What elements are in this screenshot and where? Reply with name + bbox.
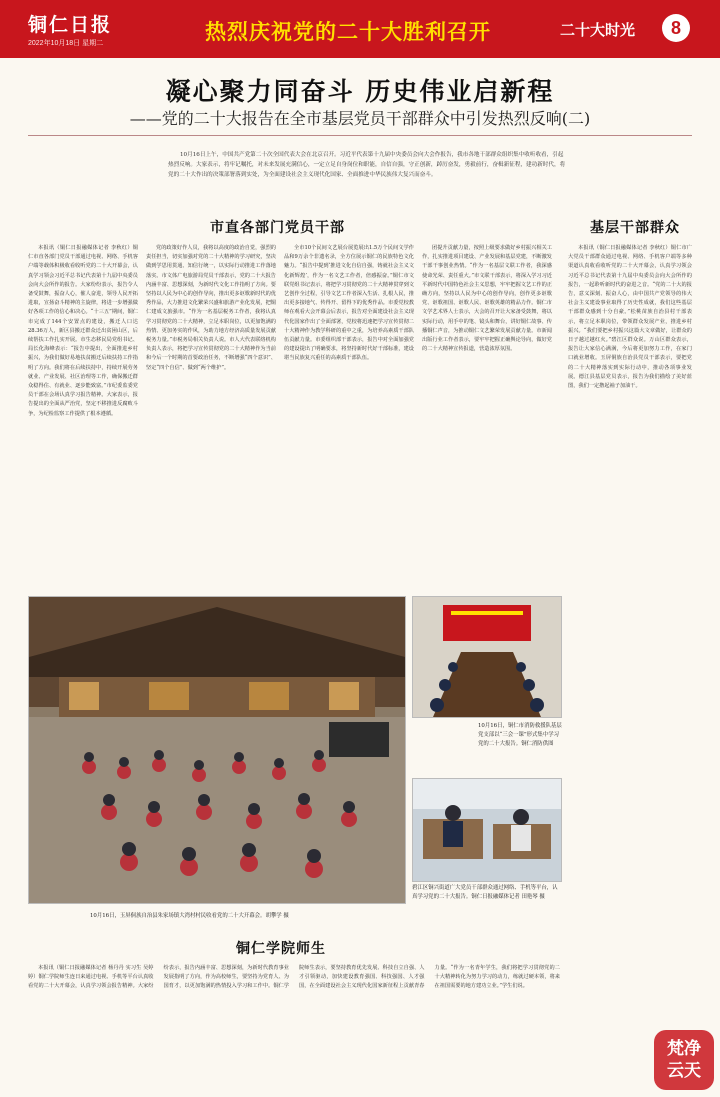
article-column-2 <box>146 244 276 584</box>
page-number-badge: 8 <box>662 14 690 42</box>
watermark-line-2: 云天 <box>667 1061 701 1081</box>
article-column-4 <box>422 244 552 584</box>
photo-caption-courtyard: 10月16日，玉屏侗族自治县朱家场镇大湾村村民收看党的二十大开幕会。胡攀学 摄 <box>90 913 289 919</box>
publication-date: 2022年10月18日 星期二 <box>28 40 104 47</box>
column-text: 全市10个民间文艺展台展览展出1.5万个民间文学作品和9万余个非遗名录，全方位展示铜仁的民族特色文化魅力。“报告中提到‘推进文化自信自强，铸就社会主义文化新辉煌’，作为一名文艺工作者，倍感振奋。”铜仁市文联党组书记表示，将把学习贯彻党的二十大精神贯穿到文艺创作全过程，引导文艺工作者深入生活、扎根人民，推出更多接地气、传得开、留得下的优秀作品。市委党校教师在观看大会开幕会后表示，报告对全面建设社会主义现代化国家作出了全面部署，党校将迅速把学习宣传贯彻二十大精神作为教学科研的重中之重，为培养高素质干部队伍贡献力量。市委组织部干部表示，报告中对全面加强党的建设提出了明确要求，将坚持新时代好干部标准，建设堪当民族复兴重任的高素质干部队伍。 <box>284 245 414 362</box>
photo-office-study <box>412 778 562 882</box>
masthead: 铜仁日报 <box>28 14 113 36</box>
column-text: 本报讯（铜仁日报融媒体记者 李秋红）铜仁市广大党员干部群众通过电视、网络、手机客户端等多种渠道认真收看收听党的二十大开幕会，认真学习领会习近平总书记代表第十九届中央委员会向大会所作的报告，一起聆听新时代的奋进之音。“党的二十大的报告，意义深刻、振奋人心，由中国共产党领导的伟大社会主义建设事业取得了历史性成就，我们这些基层干部群众感到十分自豪。”松桃苗族自治县村干部表示，将立足本职岗位，带领群众发展产业，推进乡村振兴。“我们要把乡村振兴这篇大文章做好，让群众的日子越过越红火。”碧江区群众说。万山区群众表示，报告让大家信心满满，今后将更加努力工作，在家门口就业增收。玉屏侗族自治县党员干部表示，要把党的二十大精神落实到实际行动中，推动各项事业发展。德江县基层党员表示，报告为我们描绘了美好蓝图，我们一定撸起袖子加油干。 <box>568 245 692 390</box>
article-column-3 <box>284 244 414 584</box>
article-column-6 <box>28 964 560 1092</box>
page-banner <box>0 0 720 58</box>
section-title-city-departments: 市直各部门党员干部 <box>210 220 345 236</box>
section-label: 二十大时光 <box>560 21 636 39</box>
column-text: 团提升贡献力量，按照上级要求做好乡村振兴相关工作，扎实推进项目建设、产业发展和基层党建，不断激发干部干事创业热情。“作为一名基层文联工作者，我深感使命光荣、责任重大。”市文联干部表示，将深入学习习近平新时代中国特色社会主义思想，牢牢把握文艺工作的正确方向，坚持以人民为中心的创作导向，创作更多讴歌党、讴歌祖国、讴歌人民、讴歌英雄的精品力作。铜仁市文学艺术界人士表示，大会的召开让大家备受鼓舞，将以实际行动，用手中的笔、镜头和舞台，讲好铜仁故事、传播铜仁声音，为推动铜仁文艺繁荣发展贡献力量。市新闻出版行业工作者表示，要牢牢把握正确舆论导向，做好党的二十大精神宣传报道，营造浓厚氛围。 <box>422 245 552 353</box>
photo-village-courtyard <box>28 596 406 904</box>
section-title-tongren-university: 铜仁学院师生 <box>236 941 326 957</box>
article-column-1 <box>28 244 138 584</box>
column-text: 本报讯（铜仁日报融媒体记者 李秋红）铜仁市直各部门党员干部通过电视、网络、手机客户端等载体积极收看收听党的二十大开幕会，认真学习领会习近平总书记代表第十九届中央委员会向大会所作的报告。大家纷纷表示，报告令人备受鼓舞，振奋人心，催人奋进，领导人民开拓进取，宣扬奋斗精神的主旋律，将进一步增强做好各项工作的信心和决心。“十三五”期间，铜仁市完成了144个安置点的建设，搬迁人口达28.36万人，新区县搬迁群众迁出贫困山区，后续帮扶工作扎实开展。市生态移民局党组书记、局长化海峰表示：“报告中提出，全面推进乡村振兴，为我们做好易地扶贫搬迁后续扶持工作指明了方向。我们将在后续扶持中，持续开展劳务就业、产业发展、社区治理等工作，确保搬迁群众稳得住、有就业、逐步能致富。”市纪委监委党员干部在会场认真学习报告精神。大家表示，报告提出的全面从严治党，坚定不移推进反腐败斗争，为纪检监察工作提供了根本遵循。 <box>28 245 138 417</box>
photo-caption-office: 碧江区铜兴街道广大党员干部群众通过网络、手机等平台，认真学习党的二十大报告。铜仁日报融媒体记者 田艳琴 摄 <box>412 885 558 900</box>
section-title-grassroots: 基层干部群众 <box>590 220 680 236</box>
watermark-line-1: 梵净 <box>667 1039 701 1059</box>
banner-slogan: 热烈庆祝党的二十大胜利召开 <box>205 19 491 44</box>
watermark-logo <box>654 1030 714 1090</box>
article-column-5 <box>568 244 692 1024</box>
column-text: 党的政策好作人员，我将以高度的政治自觉，强烈的责任担当，切实加强对党的二十大精神的学习研究，坚决做到学思用贯通、知信行统一，以实际行动推进工作落地落实。市文体广电旅游局党员干部表示，党的二十大报告内涵丰富、思想深刻，为新时代文化工作指明了方向。要坚持以人民为中心的创作导向，推出更多讴歌新时代的优秀作品，大力推进文化繁荣兴盛和旅游产业化发展，把铜仁建成文旅强市。“作为一名基层税务工作者，我将认真学习贯彻党的二十大精神，立足本职岗位，以更加饱满的热情、更加务实的作风，为助力地方经济高质量发展贡献税务力量。”市税务局相关负责人说。市人大代表联络机构负责人表示，将把学习宣传贯彻党的二十大精神作为当前和今后一个时期的首要政治任务，不断增强“四个意识”、坚定“四个自信”、做到“两个维护”。 <box>146 245 276 371</box>
photo-caption-fire-brigade: 10月16日，铜仁市消防救援队基层党支部以“三会一课”形式集中学习党的二十大报告。铜仁消防供图 <box>478 723 562 747</box>
headline-divider <box>28 135 692 136</box>
photo-fire-brigade-meeting <box>412 596 562 718</box>
page-headline: 凝心聚力同奋斗 历史伟业启新程 <box>165 77 555 106</box>
lead-paragraph: 10月16日上午，中国共产党第二十次全国代表大会在北京召开。习近平代表第十九届中央委员会向大会作报告，我市各地干部群众组织集中收听收看，引起热烈反响。大家表示，将牢记嘱托，对未来发展充满信心，一定立足自身岗位和职能，自信自强，守正创新，踔厉奋发，勇毅前行，奋楫新征程，建功新时代，将党的二十大作出的决策部署落到实处，为全面建设社会主义现代化国家、全面推进中华民族伟大复兴而奋斗。 <box>168 152 566 178</box>
page-subheadline: ——党的二十大报告在全市基层党员干部群众中引发热烈反响(二) <box>129 109 591 128</box>
column-text: 本报讯（铜仁日报融媒体记者 杨丹丹 实习生 吴婷婷）铜仁学院师生连日来通过电视、手机等平台认真收看党的二十大开幕会，认真学习领会报告精神。大家纷纷表示，报告内涵丰富、思想深刻，为新时代教育事业发展指明了方向，作为高校师生，要坚持为党育人、为国育才，以更加饱满的热情投入学习和工作中。铜仁学院师生表示，要坚持教育优先发展、科技自立自强、人才引领驱动，加快建设教育强国、科技强国、人才强国，在全面建设社会主义现代化国家新征程上贡献青春力量。“作为一名青年学生，我们将把学习贯彻党的二十大精神转化为努力学习的动力，练就过硬本领，将来在祖国需要的地方建功立业。”学生们说。 <box>28 965 560 990</box>
